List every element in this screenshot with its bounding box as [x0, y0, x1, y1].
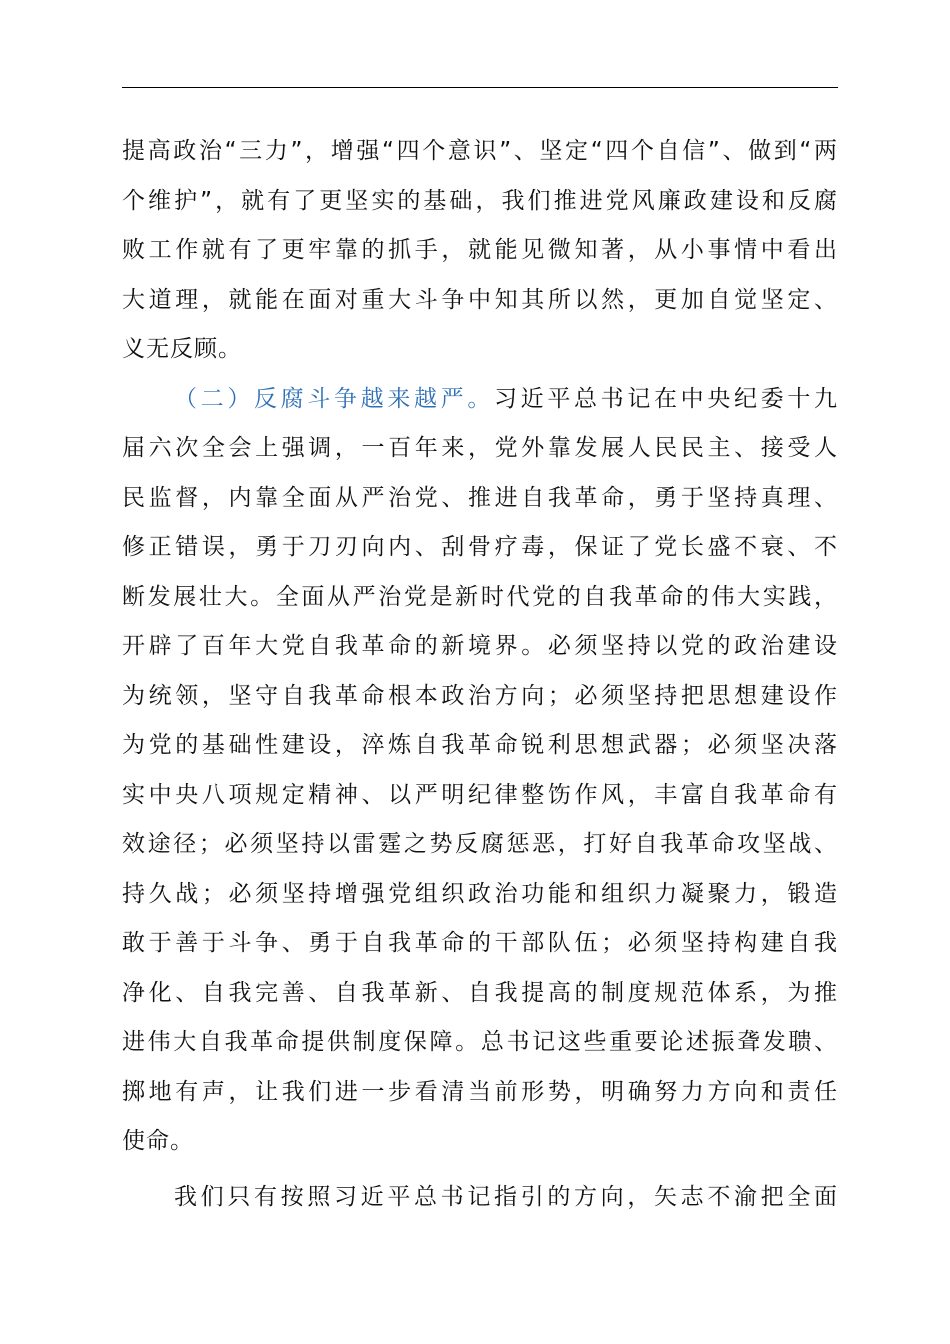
paragraph-line: 为党的基础性建设，淬炼自我革命锐利思想武器；必须坚决落 — [122, 732, 838, 758]
paragraph-line: 断发展壮大。全面从严治党是新时代党的自我革命的伟大实践， — [122, 583, 838, 610]
paragraph-line: 净化、自我完善、自我革新、自我提高的制度规范体系，为推 — [122, 979, 838, 1006]
paragraph-line: 效途径；必须坚持以雷霆之势反腐惩恶，打好自我革命攻坚战、 — [122, 831, 838, 857]
paragraph-line: 届六次全会上强调，一百年来，党外靠发展人民民主、接受人 — [122, 435, 838, 461]
paragraph-line: 进伟大自我革命提供制度保障。总书记这些重要论述振聋发聩、 — [122, 1029, 838, 1055]
paragraph-first-line: 我们只有按照习近平总书记指引的方向，矢志不渝把全面 — [174, 1183, 838, 1210]
paragraph-line-rest: 习近平总书记在中央纪委十九 — [494, 385, 839, 412]
paragraph-line: 为统领，坚守自我革命根本政治方向；必须坚持把思想建设作 — [122, 682, 838, 709]
paragraph-line: 败工作就有了更牢靠的抓手，就能见微知著，从小事情中看出 — [122, 237, 838, 263]
paragraph-line: 大道理，就能在面对重大斗争中知其所以然，更加自觉坚定、 — [122, 286, 838, 313]
paragraph-line: 掷地有声，让我们进一步看清当前形势，明确努力方向和责任 — [122, 1078, 838, 1105]
section-heading: （二）反腐斗争越来越严。 — [174, 385, 494, 412]
paragraph-line: 义无反顾。 — [122, 336, 242, 362]
paragraph-line: 民监督，内靠全面从严治党、推进自我革命，勇于坚持真理、 — [122, 484, 838, 511]
paragraph-first-line — [122, 375, 838, 425]
paragraph-line: 持久战；必须坚持增强党组织政治功能和组织力凝聚力，锻造 — [122, 880, 838, 907]
paragraph-line: 实中央八项规定精神、以严明纪律整饬作风，丰富自我革命有 — [122, 781, 838, 808]
paragraph-line: 开辟了百年大党自我革命的新境界。必须坚持以党的政治建设 — [122, 633, 838, 659]
paragraph-line: 使命。 — [122, 1128, 194, 1154]
paragraph-line: 敢于善于斗争、勇于自我革命的干部队伍；必须坚持构建自我 — [122, 930, 838, 956]
paragraph-line: 修正错误，勇于刀刃向内、刮骨疗毒，保证了党长盛不衰、不 — [122, 534, 838, 560]
paragraph-line: 个维护”，就有了更坚实的基础，我们推进党风廉政建设和反腐 — [122, 187, 838, 214]
document-body — [122, 127, 838, 1222]
paragraph-3 — [122, 1173, 838, 1223]
paragraph-1 — [122, 127, 838, 375]
paragraph-line: 提高政治“三力”，增强“四个意识”、坚定“四个自信”、做到“两 — [122, 138, 838, 164]
header-rule — [122, 87, 838, 88]
paragraph-2 — [122, 375, 838, 1167]
